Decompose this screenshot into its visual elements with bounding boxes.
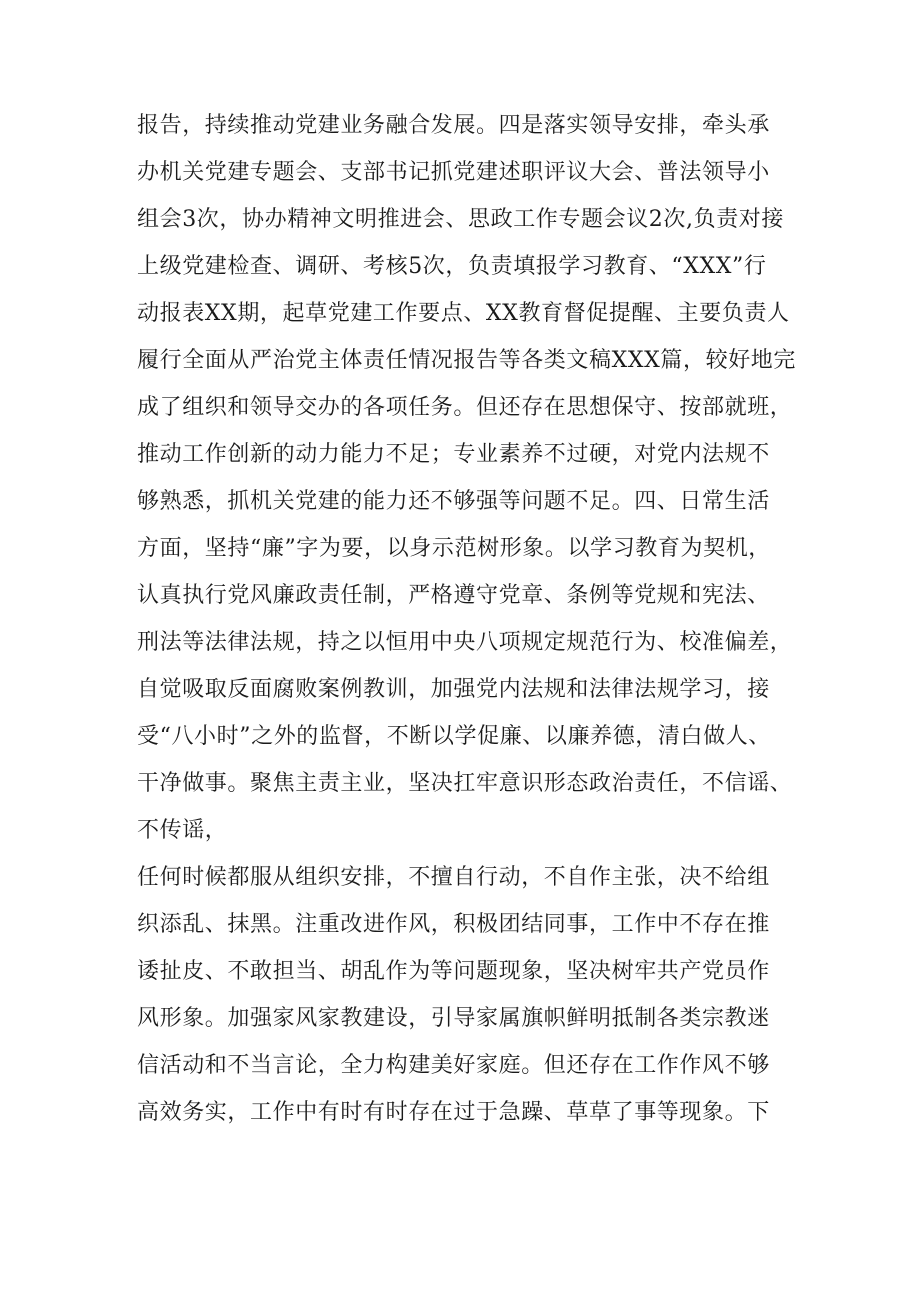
- text-line: 任何时候都服从组织安排，不擅自行动，不自作主张，决不给组: [137, 865, 770, 890]
- text-line: 不传谣，: [137, 818, 228, 843]
- text-line: 信活动和不当言论，全力构建美好家庭。但还存在工作作风不够: [137, 1053, 770, 1078]
- text-line: 动报表XX期，起草党建工作要点、XX教育督促提醒、主要负责人: [137, 301, 790, 326]
- text-line: 成了组织和领导交办的各项任务。但还存在思想保守、按部就班，: [137, 395, 793, 420]
- text-line: 刑法等法律法规，持之以恒用中央八项规定规范行为、校准偏差，: [137, 630, 793, 655]
- text-line: 高效务实，工作中有时有时存在过于急躁、草草了事等现象。下: [137, 1100, 770, 1125]
- paragraph-2: [137, 854, 797, 1136]
- paragraph-1: [137, 102, 797, 854]
- text-line: 推动工作创新的动力能力不足；专业素养不过硬，对党内法规不: [137, 442, 770, 467]
- document-body: [137, 102, 797, 1136]
- text-line: 履行全面从严治党主体责任情况报告等各类文稿XXX篇，较好地完: [137, 348, 796, 373]
- text-line: 报告，持续推动党建业务融合发展。四是落实领导安排，牵头承: [137, 113, 770, 138]
- text-line: 自觉吸取反面腐败案例教训，加强党内法规和法律法规学习，接: [137, 677, 770, 702]
- text-line: 诿扯皮、不敢担当、胡乱作为等问题现象，坚决树牢共产党员作: [137, 959, 770, 984]
- text-line: 织添乱、抹黑。注重改进作风，积极团结同事，工作中不存在推: [137, 912, 770, 937]
- text-line: 上级党建检查、调研、考核5次，负责填报学习教育、“XXX”行: [137, 254, 767, 279]
- text-line: 组会3次，协办精神文明推进会、思政工作专题会议2次,负责对接: [137, 207, 784, 232]
- text-line: 受“八小时”之外的监督，不断以学促廉、以廉养德，清白做人、: [137, 724, 771, 749]
- text-line: 办机关党建专题会、支部书记抓党建述职评议大会、普法领导小: [137, 160, 770, 185]
- text-line: 认真执行党风廉政责任制，严格遵守党章、条例等党规和宪法、: [137, 583, 770, 608]
- text-line: 干净做事。聚焦主责主业，坚决扛牢意识形态政治责任，不信谣、: [137, 771, 793, 796]
- text-line: 风形象。加强家风家教建设，引导家属旗帜鲜明抵制各类宗教迷: [137, 1006, 770, 1031]
- text-line: 方面，坚持“廉”字为要，以身示范树形象。以学习教育为契机，: [137, 536, 771, 561]
- text-line: 够熟悉，抓机关党建的能力还不够强等问题不足。四、日常生活: [137, 489, 770, 514]
